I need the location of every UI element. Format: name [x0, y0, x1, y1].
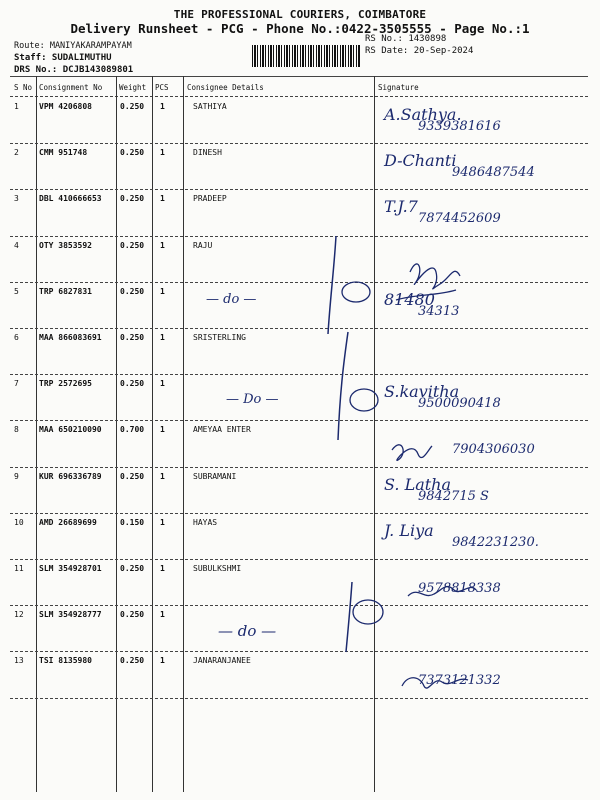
signature-scribble — [402, 678, 468, 688]
weight-value: 0.250 — [120, 471, 145, 481]
route-label: Route: MANIYAKARAMPAYAM — [14, 41, 132, 51]
consignment-number: DBL 410666653 — [39, 194, 102, 204]
pieces-count: 1 — [160, 102, 165, 111]
signature-name: A.Sathya. — [384, 105, 462, 124]
signature-phone: 9578818338 — [418, 581, 501, 596]
bracket-stroke — [346, 582, 352, 652]
consignment-number: TRP 2572695 — [39, 379, 92, 389]
row-serial-number: 10 — [14, 517, 24, 527]
circle-mark — [342, 282, 370, 302]
consignment-number: SLM 354928701 — [39, 564, 102, 573]
consignment-number: SLM 354928777 — [39, 610, 102, 620]
consignment-number: AMD 26689699 — [39, 517, 97, 527]
row-serial-number: 4 — [14, 240, 19, 250]
consignment-number: TSI 8135980 — [39, 656, 92, 666]
column-header-sno: S No — [14, 83, 33, 92]
consignment-number: MAA 650210090 — [39, 425, 102, 435]
consignment-number: CMM 951748 — [39, 148, 88, 158]
column-header-consignment: Consignment No — [39, 83, 103, 92]
pieces-count: 1 — [160, 379, 165, 389]
column-header-consignee: Consignee Details — [187, 83, 264, 92]
column-header-weight: Weight — [119, 83, 147, 92]
row-serial-number: 3 — [14, 194, 19, 204]
signature-phone: 7904306030 — [452, 442, 535, 458]
row-serial-number: 6 — [14, 333, 19, 342]
circle-mark — [353, 600, 383, 624]
weight-value: 0.250 — [120, 564, 145, 573]
pieces-count: 1 — [160, 286, 165, 296]
signature-name: D-Chanti — [384, 151, 457, 171]
signature-phone: 9486487544 — [452, 165, 535, 181]
consignment-number: TRP 6827831 — [39, 286, 92, 296]
consignee-name: SUBRAMANI — [193, 471, 237, 481]
weight-value: 0.250 — [120, 194, 145, 204]
signature-name: 81480 — [384, 289, 435, 309]
consignee-name: SUBULKSHMI — [193, 564, 242, 573]
signature-name: J. Liya — [384, 520, 434, 540]
signature-phone: 9842715 S — [418, 488, 489, 504]
row-serial-number: 13 — [14, 656, 24, 666]
pieces-count: 1 — [160, 517, 165, 527]
drs-number: DRS No.: DCJB143089801 — [14, 65, 134, 75]
row-serial-number: 8 — [14, 425, 19, 435]
rs-number: RS No.: 1430898 — [365, 34, 447, 44]
pieces-count: 1 — [160, 656, 165, 666]
consignment-number: OTY 3853592 — [39, 240, 92, 250]
pieces-count: 1 — [160, 425, 165, 435]
signature-scribble — [396, 264, 460, 300]
consignment-number: VPM 4206808 — [39, 102, 92, 111]
consignee-name: RAJU — [193, 240, 213, 250]
bracket-stroke — [338, 332, 348, 440]
consignee-name: PRADEEP — [193, 194, 227, 204]
weight-value: 0.250 — [120, 379, 145, 389]
weight-value: 0.250 — [120, 102, 145, 111]
signature-scribble — [392, 445, 432, 461]
weight-value: 0.250 — [120, 148, 145, 158]
column-header-pcs: PCS — [155, 83, 169, 92]
weight-value: 0.700 — [120, 425, 145, 435]
signature-name: T.J.7 — [384, 197, 418, 217]
pieces-count: 1 — [160, 240, 165, 250]
weight-value: 0.250 — [120, 240, 145, 250]
document-title: THE PROFESSIONAL COURIERS, COIMBATORE — [173, 8, 427, 21]
signature-scribble — [408, 587, 476, 596]
document-subtitle: Delivery Runsheet - PCG - Phone No.:0422-3505555 - Page No.:1 — [70, 21, 530, 36]
pieces-count: 1 — [160, 564, 165, 573]
row-serial-number: 12 — [14, 610, 24, 620]
consignee-name: JANARANJANEE — [193, 656, 251, 666]
weight-value: 0.250 — [120, 286, 145, 296]
row-serial-number: 7 — [14, 379, 19, 389]
ditto-mark: — do — — [206, 292, 257, 307]
ditto-mark: — do — — [218, 622, 277, 640]
bracket-stroke — [328, 236, 336, 334]
pieces-count: 1 — [160, 471, 165, 481]
signature-name: S.kavitha — [384, 382, 460, 402]
signature-name: S. Latha — [384, 474, 451, 494]
column-header-signature: Signature — [378, 83, 419, 92]
consignee-name: SRISTERLING — [193, 333, 246, 342]
row-serial-number: 9 — [14, 471, 19, 481]
ditto-mark: — Do — — [226, 392, 279, 407]
weight-value: 0.250 — [120, 656, 145, 666]
signature-phone: 7874452609 — [418, 211, 501, 227]
pieces-count: 1 — [160, 610, 165, 620]
signature-phone: 9500090418 — [418, 396, 501, 412]
consignment-number: KUR 696336789 — [39, 471, 102, 481]
pieces-count: 1 — [160, 194, 165, 204]
weight-value: 0.150 — [120, 517, 145, 527]
weight-value: 0.250 — [120, 333, 145, 342]
consignee-name: AMEYAA ENTER — [193, 425, 251, 435]
signature-phone: 9339381616 — [418, 119, 501, 134]
signature-phone: 34313 — [418, 303, 460, 319]
pieces-count: 1 — [160, 333, 165, 342]
weight-value: 0.250 — [120, 610, 145, 620]
consignee-name: DINESH — [193, 148, 222, 158]
staff-label: Staff: SUDALIMUTHU — [14, 53, 112, 63]
signature-phone: 7373121332 — [418, 673, 501, 689]
row-serial-number: 5 — [14, 286, 19, 296]
row-serial-number: 11 — [14, 564, 24, 573]
rs-date: RS Date: 20-Sep-2024 — [365, 46, 474, 56]
consignee-name: HAYAS — [193, 517, 218, 527]
consignment-number: MAA 866083691 — [39, 333, 102, 342]
row-serial-number: 2 — [14, 148, 19, 158]
signature-phone: 9842231230. — [452, 534, 539, 550]
circle-mark — [350, 389, 378, 411]
consignee-name: SATHIYA — [193, 102, 227, 111]
pieces-count: 1 — [160, 148, 165, 158]
row-serial-number: 1 — [14, 102, 19, 111]
